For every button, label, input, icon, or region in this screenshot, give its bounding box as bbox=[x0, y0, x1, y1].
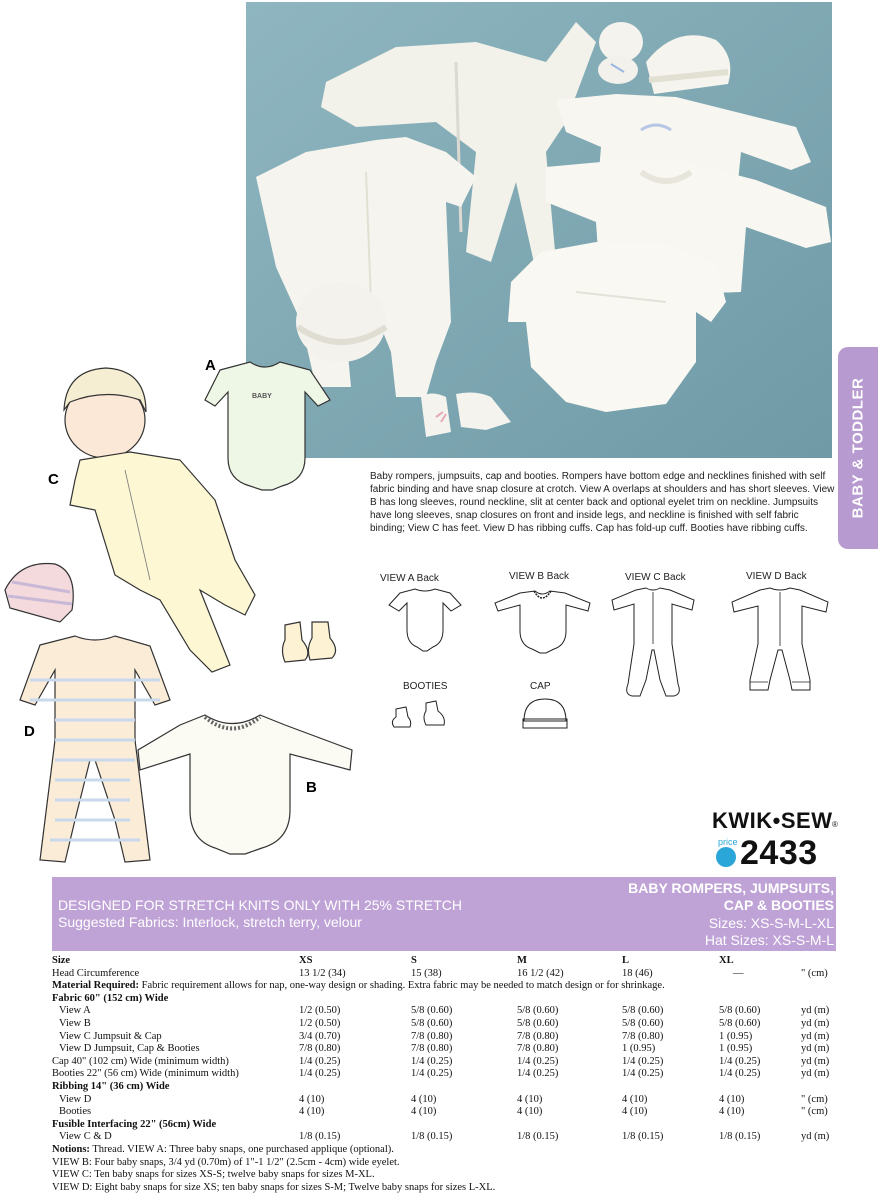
suggested-fabrics: Suggested Fabrics: Interlock, stretch terry, velour bbox=[58, 914, 362, 930]
cap-label: CAP bbox=[530, 681, 551, 692]
table-row: Booties 4 (10) 4 (10) 4 (10) 4 (10) 4 (10) " (cm) bbox=[59, 1106, 828, 1118]
brand-logo: KWIK•SEW bbox=[712, 808, 833, 833]
notions-line: VIEW B: Four baby snaps, 3/4 yd (0.70m) of 1"-1 1/2" (2.5cm - 4cm) wide eyelet. bbox=[52, 1156, 400, 1168]
table-row: View D 4 (10) 4 (10) 4 (10) 4 (10) 4 (10) " (cm) bbox=[59, 1093, 828, 1105]
view-a-back-drawing bbox=[385, 585, 465, 655]
view-b-back-label: VIEW B Back bbox=[509, 571, 570, 582]
table-row: View B 1/2 (0.50) 5/8 (0.60) 5/8 (0.60) 5/8 (0.60) 5/8 (0.60) yd (m) bbox=[59, 1017, 830, 1029]
table-row: Cap 40" (102 cm) Wide (minimum width) 1/4 (0.25) 1/4 (0.25) 1/4 (0.25) 1/4 (0.25) 1/4 (0.25) yd (m) bbox=[52, 1055, 830, 1067]
section-heading: Ribbing 14" (36 cm) Wide bbox=[52, 1080, 170, 1092]
view-d-back-label: VIEW D Back bbox=[746, 571, 807, 582]
table-row: View D Jumpsuit, Cap & Booties 7/8 (0.80) 7/8 (0.80) 7/8 (0.80) 1 (0.95) 1 (0.95) yd (m) bbox=[59, 1043, 830, 1055]
notions-line: VIEW D: Eight baby snaps for size XS; ten baby snaps for sizes S-M; Twelve baby snaps for sizes L-XL. bbox=[52, 1181, 496, 1193]
view-c-letter: C bbox=[48, 471, 59, 488]
view-b-back-drawing bbox=[490, 585, 595, 655]
stretch-note: DESIGNED FOR STRETCH KNITS ONLY WITH 25% STRETCH bbox=[58, 897, 462, 913]
section-heading: Fabric 60" (152 cm) Wide bbox=[52, 992, 169, 1004]
views-illustration bbox=[0, 340, 370, 880]
pattern-title-line1: BABY ROMPERS, JUMPSUITS, bbox=[628, 880, 834, 896]
category-tab bbox=[838, 347, 878, 549]
sizes: Sizes: XS-S-M-L-XL bbox=[708, 915, 834, 931]
pattern-number: 2433 bbox=[740, 834, 818, 872]
view-d-back-drawing bbox=[728, 584, 832, 694]
cap-drawing bbox=[520, 695, 570, 735]
notions-line: VIEW C: Ten baby snaps for sizes XS-S; twelve baby snaps for sizes M-XL. bbox=[52, 1169, 375, 1181]
view-a-back-label: VIEW A Back bbox=[380, 573, 439, 584]
notions-line: Notions: Thread. VIEW A: Three baby snaps, one purchased applique (optional). bbox=[52, 1143, 394, 1155]
size-table bbox=[52, 955, 842, 1194]
category-tab-label: BABY & TODDLER bbox=[849, 377, 867, 519]
view-a-letter: A bbox=[205, 357, 216, 374]
price-dot-icon bbox=[716, 847, 736, 867]
view-c-back-label: VIEW C Back bbox=[625, 572, 686, 583]
table-row: View C Jumpsuit & Cap 3/4 (0.70) 7/8 (0.80) 7/8 (0.80) 7/8 (0.80) 1 (0.95) yd (m) bbox=[59, 1030, 830, 1042]
table-row: Head Circumference 13 1/2 (34) 15 (38) 16 1/2 (42) 18 (46) — " (cm) bbox=[52, 967, 828, 979]
table-header-row: Size XS S M L XL bbox=[52, 955, 734, 966]
section-heading: Fusible Interfacing 22" (56cm) Wide bbox=[52, 1118, 217, 1130]
hat-sizes: Hat Sizes: XS-S-M-L bbox=[704, 932, 834, 948]
brand-registered-mark: ® bbox=[832, 820, 838, 829]
table-row: Booties 22" (56 cm) Wide (minimum width) 1/4 (0.25) 1/4 (0.25) 1/4 (0.25) 1/4 (0.25) 1/4 (0.25) yd (m) bbox=[52, 1068, 830, 1080]
booties-label: BOOTIES bbox=[403, 681, 448, 692]
table-row: View A 1/2 (0.50) 5/8 (0.60) 5/8 (0.60) 5/8 (0.60) 5/8 (0.60) yd (m) bbox=[59, 1005, 830, 1017]
view-c-back-drawing bbox=[608, 584, 698, 699]
pattern-title-line2: CAP & BOOTIES bbox=[723, 897, 834, 913]
table-row: View C & D 1/8 (0.15) 1/8 (0.15) 1/8 (0.15) 1/8 (0.15) 1/8 (0.15) yd (m) bbox=[59, 1131, 830, 1143]
material-note: Material Required: Fabric requirement allows for nap, one-way design or shading. Extra fabric may be needed to match design or for shrinkage. bbox=[52, 980, 665, 992]
pattern-description: Baby rompers, jumpsuits, cap and booties. Rompers have bottom edge and necklines finished with self fabric binding and have snap closure at crotch. View A overlaps at shoulders and has short sleeves. View B has long sleeves, round neckline, slit at center back and optional eyelet trim on neckline. Jumpsuits have long sleeves, snap closures on front and inside legs, and neckline is finished with self fabric binding; View C has feet. View D has ribbing cuffs. Cap has fold-up cuff. Booties have ribbing cuffs. bbox=[370, 471, 835, 534]
view-b-letter: B bbox=[306, 779, 317, 796]
price-label: price bbox=[718, 837, 738, 847]
bodysuit-print: BABY bbox=[252, 393, 272, 400]
view-d-letter: D bbox=[24, 723, 35, 740]
booties-drawing bbox=[390, 695, 450, 735]
